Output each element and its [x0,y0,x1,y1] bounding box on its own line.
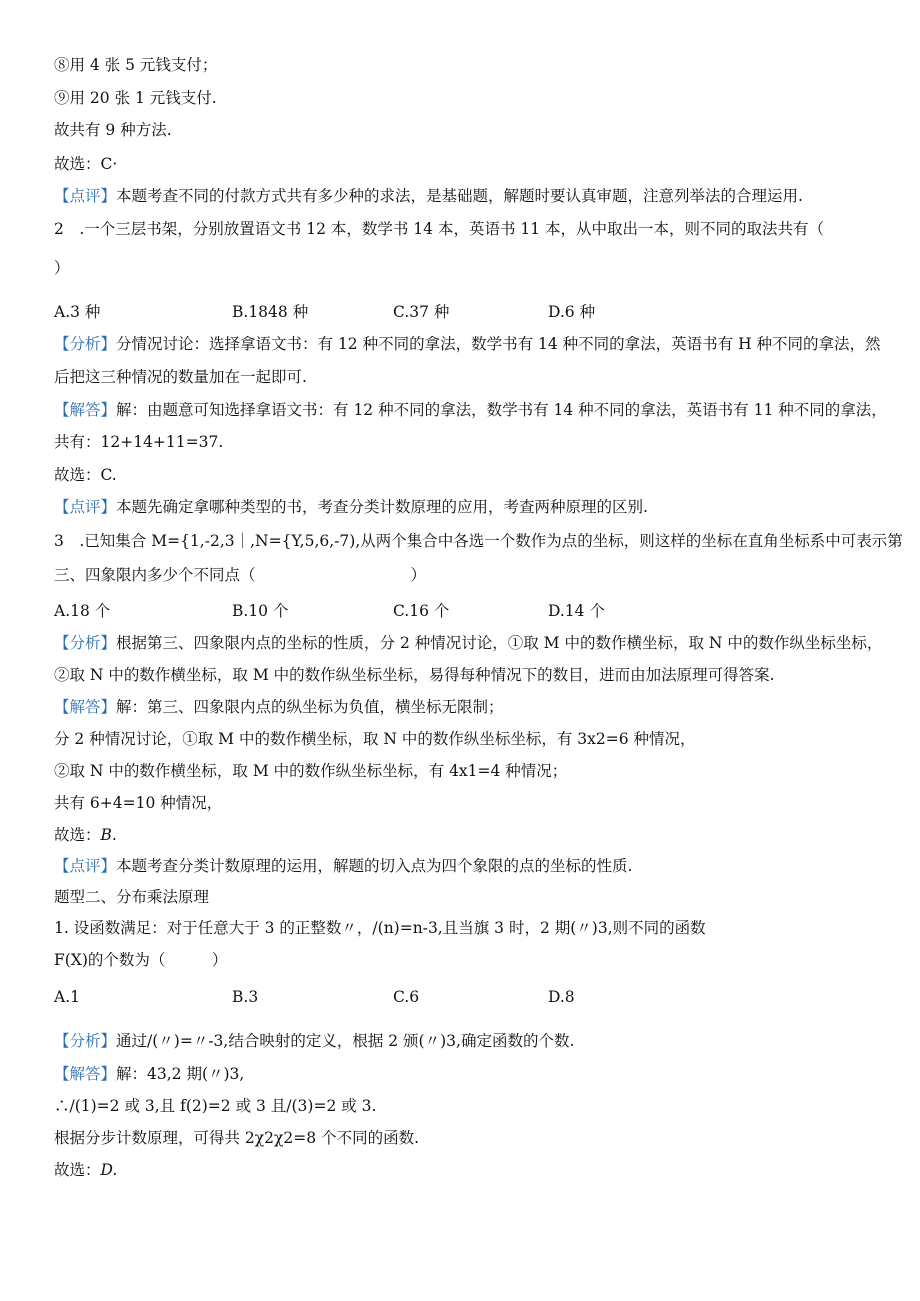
analysis-tag: 【分析】 [54,335,117,353]
option-c: C.16 个 [393,602,450,620]
text-line: ⑧用 4 张 5 元钱支付； [54,56,218,74]
option-a: A.1 [54,988,80,1006]
choice-prefix: 故选： [54,826,101,844]
question-2-cont: ） [54,259,70,277]
text-line: 故共有 9 种方法. [54,121,172,139]
option-d: D.14 个 [548,602,605,620]
analysis-tag: 【分析】 [54,1032,117,1050]
comment-line [54,497,648,517]
answer-text: 解：由题意可知选择拿语文书：有 12 种不同的拿法，数学书有 14 种不同的拿法，英语书有 11 种不同的拿法， [116,401,887,419]
comment-text: 本题考查分类计数原理的运用，解题的切入点为四个象限的点的坐标的性质. [116,857,633,875]
answer-line [54,697,504,717]
comment-line [54,186,803,206]
answer-tag: 【解答】 [54,1065,117,1083]
answer-line-4: 共有 6+4=10 种情况， [54,794,223,812]
choice-prefix: 故选： [54,1161,101,1179]
answer-text: 解：第三、四象限内点的纵坐标为负值，横坐标无限制； [116,698,504,716]
answer-line [54,400,887,420]
analysis-text: 通过/(〃)=〃-3,结合映射的定义，根据 2 颁(〃)3,确定函数的个数. [116,1032,575,1050]
option-b: B.10 个 [232,602,289,620]
choice-line [54,825,117,845]
analysis-text: 根据第三、四象限内点的坐标的性质，分 2 种情况讨论，①取 M 中的数作横坐标，取 N 中的数作纵坐标坐标， [116,634,883,652]
option-d: D.6 种 [548,303,596,321]
option-d: D.8 [548,988,575,1006]
analysis-line [54,1031,574,1051]
option-a: A.18 个 [54,602,111,620]
answer-line-2: ∴/(1)=2 或 3,且 f(2)=2 或 3 且/(3)=2 或 3. [54,1097,377,1115]
option-c: C.6 [393,988,420,1006]
comment-text: 本题考查不同的付款方式共有多少种的求法，是基础题，解题时要认真审题，注意列举法的合理运用. [116,187,803,205]
answer-line-2: 共有：12+14+11=37. [54,433,224,451]
answer-line-3: ②取 N 中的数作横坐标，取 M 中的数作纵坐标坐标，有 4x1=4 种情况； [54,762,568,780]
question-3-cont: 三、四象限内多少个不同点（ ） [54,566,427,584]
answer-text: 解：43,2 期(〃)3, [116,1065,245,1083]
comment-line [54,856,632,876]
answer-line-3: 根据分步计数原理，可得共 2χ2χ2=8 个不同的函数. [54,1129,420,1147]
choice-line [54,1160,117,1180]
option-b: B.1848 种 [232,303,309,321]
text-line: ⑨用 20 张 1 元钱支付. [54,89,217,107]
comment-tag: 【点评】 [54,498,117,516]
problem-1-cont: F(X)的个数为（ ） [54,951,228,969]
answer-tag: 【解答】 [54,698,117,716]
choice-answer: D. [100,1161,118,1179]
comment-tag: 【点评】 [54,187,117,205]
choice-line: 故选：C. [54,466,117,484]
problem-1: 1. 设函数满足：对于任意大于 3 的正整数〃，/(n)=n-3,且当旗 3 时，2 期(〃)3,则不同的函数 [54,919,706,937]
analysis-line [54,334,881,354]
section-heading: 题型二、分布乘法原理 [54,888,210,906]
option-a: A.3 种 [54,303,101,321]
answer-line-2: 分 2 种情况讨论，①取 M 中的数作横坐标，取 N 中的数作纵坐标坐标，有 3x2=6 种情况， [54,730,696,748]
answer-line [54,1064,244,1084]
analysis-tag: 【分析】 [54,634,117,652]
answer-tag: 【解答】 [54,401,117,419]
question-3: 3 .已知集合 M={1,-2,3｜,N={Y,5,6,-7),从两个集合中各选一个数作为点的坐标，则这样的坐标在直角坐标系中可表示第 [54,532,903,550]
comment-tag: 【点评】 [54,857,117,875]
analysis-text: 分情况讨论：选择拿语文书：有 12 种不同的拿法，数学书有 14 种不同的拿法，英语书有 H 种不同的拿法，然 [116,335,881,353]
comment-text: 本题先确定拿哪种类型的书，考查分类计数原理的应用，考查两种原理的区别. [116,498,648,516]
analysis-line-2: 后把这三种情况的数量加在一起即可. [54,368,307,386]
analysis-line [54,633,882,653]
option-b: B.3 [232,988,259,1006]
analysis-line-2: ②取 N 中的数作横坐标，取 M 中的数作纵坐标坐标，易得每种情况下的数目，进而由加法原理可得答案. [54,666,775,684]
question-2: 2 .一个三层书架，分别放置语文书 12 本，数学书 14 本，英语书 11 本，从中取出一本，则不同的取法共有（ [54,220,825,238]
text-line: 故选：C· [54,155,118,173]
option-c: C.37 种 [393,303,450,321]
choice-answer: B. [100,826,117,844]
